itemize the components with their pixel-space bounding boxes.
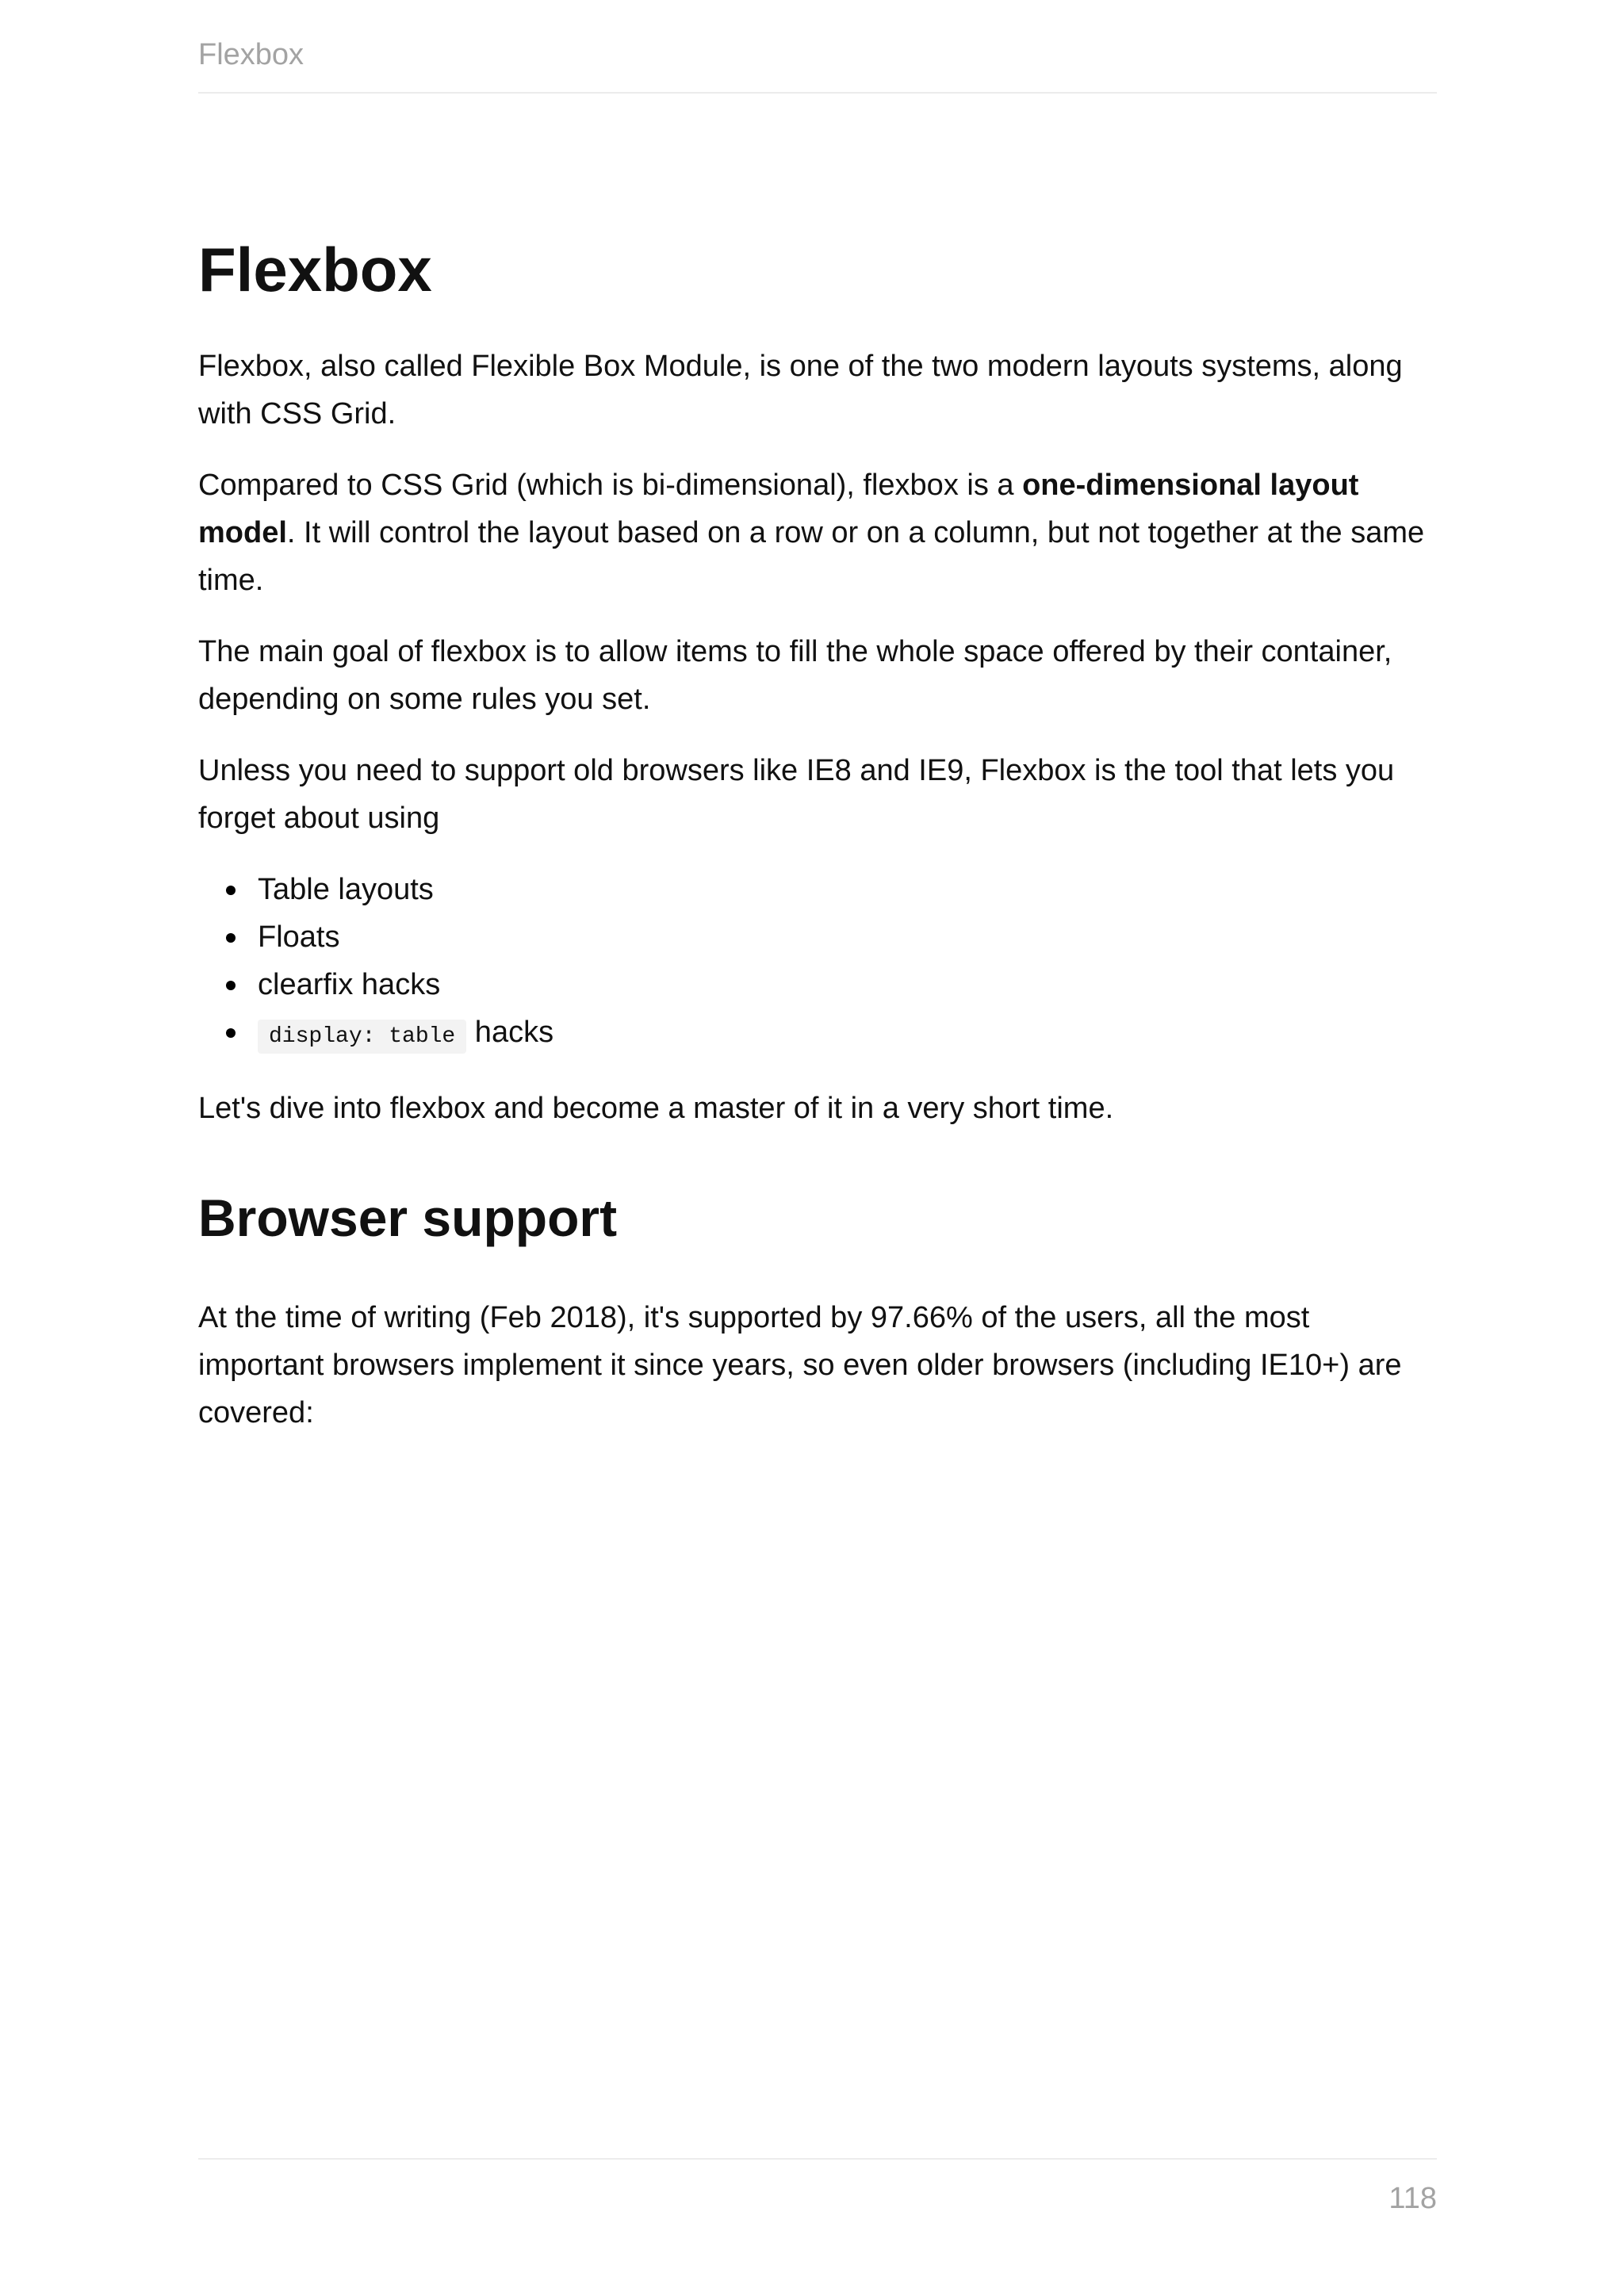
running-header-title: Flexbox	[198, 38, 304, 71]
inline-code: display: table	[258, 1020, 466, 1054]
paragraph-comparison-start: Compared to CSS Grid (which is bi-dimensional), flexbox is a	[198, 469, 1023, 502]
list-item	[198, 913, 1437, 961]
page-number: 118	[1388, 2182, 1437, 2215]
list-item	[198, 1008, 1437, 1061]
bullet-icon	[226, 1028, 236, 1038]
bullet-icon	[226, 981, 236, 990]
section-heading: Browser support	[198, 1188, 618, 1247]
chapter-heading: Flexbox	[198, 235, 432, 304]
paragraph-comparison-bold: one-dimensional layout model	[198, 469, 1359, 549]
paragraph-intro: Flexbox, also called Flexible Box Module, is one of the two modern layouts systems, along with CSS Grid.	[198, 350, 1403, 430]
list-item-text: hacks	[466, 1016, 554, 1049]
paragraph-comparison-end: . It will control the layout based on a row or on a column, but not together at the same time.	[198, 516, 1425, 597]
list-item-text: Floats	[258, 920, 340, 954]
list-item-text: clearfix hacks	[258, 968, 441, 1001]
list-item-text: Table layouts	[258, 873, 434, 906]
paragraph-browsers: Unless you need to support old browsers like IE8 and IE9, Flexbox is the tool that lets you forget about using	[198, 754, 1395, 835]
list-item	[198, 866, 1437, 913]
bullet-icon	[226, 933, 236, 943]
page-footer	[198, 2158, 1437, 2218]
list-item	[198, 961, 1437, 1008]
paragraph-goal: The main goal of flexbox is to allow items to fill the whole space offered by their container, depending on some rules you set.	[198, 635, 1392, 716]
paragraph-support: At the time of writing (Feb 2018), it's supported by 97.66% of the users, all the most important browsers implement it since years, so even older browsers (including IE10+) are covered:	[198, 1301, 1402, 1429]
paragraph-comparison	[198, 461, 1437, 604]
bullet-list	[198, 866, 1437, 1061]
bullet-icon	[226, 886, 236, 895]
page-content	[198, 225, 1437, 1460]
paragraph-dive: Let's dive into flexbox and become a master of it in a very short time.	[198, 1092, 1114, 1125]
page-header	[198, 35, 1437, 94]
